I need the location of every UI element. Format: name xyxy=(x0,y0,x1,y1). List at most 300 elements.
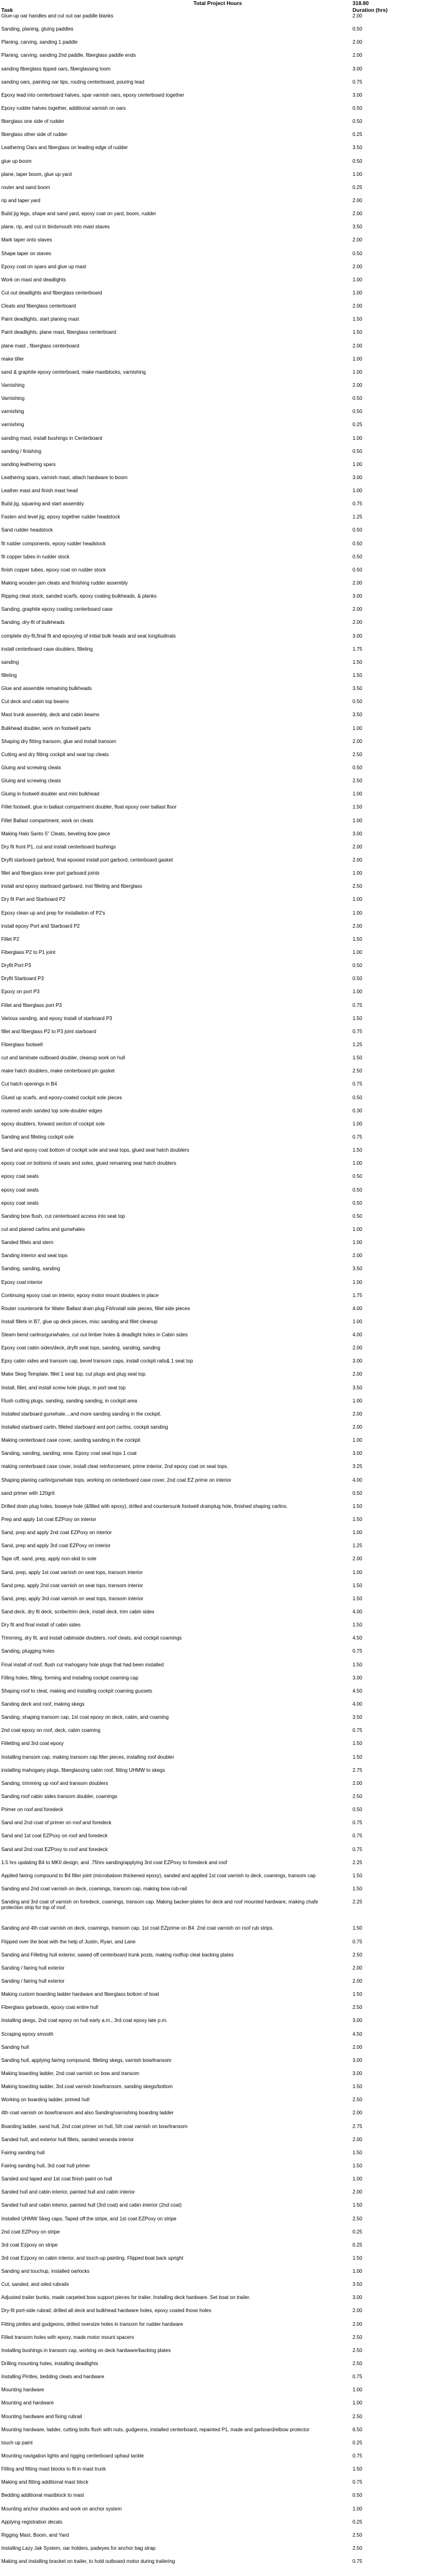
table-row xyxy=(0,1636,438,1649)
table-row xyxy=(0,1834,438,1847)
task-cell: Mounting hardware, ladder, cutting bolts flush with nuts, gudgeons, installed centerboard, repainted P1, made and garboard/elbow protector xyxy=(1,2427,310,2433)
duration-cell: 1.50 xyxy=(353,1596,363,1601)
table-row xyxy=(0,1253,438,1266)
table-row xyxy=(0,726,438,739)
duration-cell: 2.00 xyxy=(353,40,363,46)
task-cell: sand & graphite epoxy centerboard, make mastblocks, varnishing xyxy=(1,369,146,375)
task-cell: Varnishing xyxy=(1,396,25,402)
duration-cell: 0.75 xyxy=(353,1649,363,1655)
duration-cell: 1.00 xyxy=(353,1398,363,1404)
duration-cell: 1.75 xyxy=(353,646,363,652)
task-cell: Cut deck and cabin top beams xyxy=(1,699,69,705)
table-row xyxy=(0,2058,438,2071)
table-row xyxy=(0,2111,438,2124)
task-cell: Sanding interior and seat tops xyxy=(1,1253,68,1259)
task-cell: Fillet footwell, glue in ballast compartment doubler, float epoxy over ballast floor xyxy=(1,805,177,810)
task-cell: Installing skegs, 2nd coat epoxy on hull early a.m., 3rd coat epoxy late p.m. xyxy=(1,2018,168,2024)
duration-cell: 2.50 xyxy=(353,2097,363,2103)
table-row xyxy=(0,1794,438,1807)
table-row xyxy=(0,304,438,317)
duration-cell: 1.50 xyxy=(353,936,363,942)
duration-cell: 0.50 xyxy=(353,554,363,560)
task-cell: Steam bend carlins/gunwhales, cut out limber holes & deadlight holes in Cabin sides xyxy=(1,1333,188,1338)
table-row xyxy=(0,436,438,449)
task-cell: Sand and 1st coat EZPoxy on roof and foredeck xyxy=(1,1834,108,1839)
table-row xyxy=(0,1425,438,1438)
table-row xyxy=(0,568,438,581)
task-cell: Making wooden jam cleats and finishing rudder assembly xyxy=(1,581,128,586)
table-row xyxy=(0,897,438,910)
duration-cell: 1.50 xyxy=(353,1504,363,1509)
task-cell: Sanding and 4th coat varnish on deck, coamings, transom cap. 1st coat EZprime on B4. 2nd coat varnish on roof rub strips. xyxy=(1,1926,274,1932)
duration-cell: 2.00 xyxy=(353,2111,363,2116)
table-row xyxy=(0,238,438,251)
duration-cell: 1.50 xyxy=(353,1741,363,1747)
task-cell: Sanding bow flush, cut centerboard access into seat top xyxy=(1,1213,125,1219)
task-cell: Build jig, squaring and start assembly xyxy=(1,502,84,507)
task-cell: Scraping epoxy smooth xyxy=(1,2031,54,2037)
task-cell: Fillet and fiberglass port P3 xyxy=(1,1003,62,1008)
table-row xyxy=(0,542,438,555)
duration-cell: 2.75 xyxy=(353,2124,363,2129)
task-cell: Epxy cabin sides and transom cap, bevel transom caps, install cockpit rails& 1 seat top xyxy=(1,1359,193,1364)
task-cell: Boarding ladder, sand hull, 2nd coat primer on hull, 5th coat varnish on bow/transom xyxy=(1,2124,188,2129)
task-cell: 2nd coat epoxy on roof, deck, cabin coaming xyxy=(1,1728,100,1734)
task-cell: Final install of roof, flush cut mahogany hole plugs that had been installed xyxy=(1,1662,164,1668)
duration-cell: 2.00 xyxy=(353,2308,363,2314)
duration-cell: 1.00 xyxy=(353,897,363,903)
task-cell: sanding xyxy=(1,659,19,665)
duration-cell: 4.00 xyxy=(353,1702,363,1707)
table-row xyxy=(0,1610,438,1623)
table-row xyxy=(0,1820,438,1834)
task-cell: 4th coat varnish on bow/transom and also Sanding/varnishing boarding ladder xyxy=(1,2111,174,2116)
table-row xyxy=(0,1807,438,1820)
table-row xyxy=(0,950,438,963)
table-row xyxy=(0,330,438,343)
task-cell: cut and planed carlins and gunwhales xyxy=(1,1227,85,1232)
table-row xyxy=(0,1016,438,1029)
table-row xyxy=(0,673,438,686)
duration-cell: 1.50 xyxy=(353,2467,363,2472)
duration-cell: 0.75 xyxy=(353,1939,363,1945)
table-row xyxy=(0,1043,438,1056)
duration-cell: 0.50 xyxy=(353,766,363,771)
table-row xyxy=(0,634,438,647)
table-row xyxy=(0,2480,438,2493)
task-cell: Sanding roof cabin sides transom doubler, coamings xyxy=(1,1794,117,1799)
duration-cell: 1.00 xyxy=(353,1240,363,1246)
task-cell: Installing Lazy Jak System, oar holders, padeyes for anchor bag strap xyxy=(1,2546,156,2552)
duration-cell: 0.25 xyxy=(353,2229,363,2235)
task-cell: varnishing xyxy=(1,422,24,428)
duration-cell: 1.00 xyxy=(353,290,363,296)
task-cell: epoxy coat seats xyxy=(1,1200,39,1206)
duration-cell: 0.50 xyxy=(353,27,363,32)
table-row xyxy=(0,1346,438,1359)
table-row xyxy=(0,40,438,53)
table-row xyxy=(0,2374,438,2388)
duration-cell: 0.25 xyxy=(353,2519,363,2525)
duration-cell: 0.50 xyxy=(353,963,363,969)
task-cell: Dryfit Starboard P3 xyxy=(1,976,44,982)
table-row xyxy=(0,67,438,80)
duration-cell: 1.25 xyxy=(353,1543,363,1549)
duration-cell: 3.50 xyxy=(353,686,363,692)
table-row xyxy=(0,159,438,172)
table-row xyxy=(0,1174,438,1187)
task-cell: Shaping roof to cleat, making and installing cockpit coaming gussets xyxy=(1,1688,152,1694)
duration-cell: 1.50 xyxy=(353,1926,363,1932)
task-cell: Fillet P2 xyxy=(1,936,19,942)
duration-cell: 2.50 xyxy=(353,1794,363,1799)
task-cell: plane mast , fiberglass centerboard xyxy=(1,343,79,349)
duration-cell: 2.00 xyxy=(353,1978,363,1984)
duration-cell: 3.00 xyxy=(353,633,363,639)
table-row xyxy=(0,1940,438,1953)
duration-cell: 0.75 xyxy=(353,1082,363,1087)
task-cell: Fairing sanding hull, 3rd coat hull primer xyxy=(1,2163,90,2169)
task-cell: Making custom boarding ladder hardware and fiberglass bottom of boat xyxy=(1,1992,159,1998)
duration-cell: 1.50 xyxy=(353,1662,363,1668)
task-cell: epoxy coat seats xyxy=(1,1174,39,1180)
task-cell: Dry fit Part and Starboard P2 xyxy=(1,897,66,903)
duration-cell: 2.50 xyxy=(353,2361,363,2367)
duration-cell: 1.50 xyxy=(353,1754,363,1760)
task-cell: Sanded hull and cabin interior, painted hull (3rd coat) and cabin interior (2nd coat) xyxy=(1,2203,182,2209)
duration-cell: 1.50 xyxy=(353,1992,363,1998)
task-cell: Dry-fit port-side rubrail, drilled all deck and bulkhead hardware holes, epoxy coated those holes xyxy=(1,2308,212,2314)
task-cell: Continuing epoxy coat on interior, epoxy motor mount doublers in place xyxy=(1,1293,159,1298)
task-cell: Sanded hull, and exterior hull fillets, sanded veranda interior xyxy=(1,2137,134,2142)
task-cell: Install, fillet, and install screw hole plugs, in port seat top xyxy=(1,1385,126,1391)
task-cell: Mounting hardware xyxy=(1,2388,44,2393)
table-row xyxy=(0,2414,438,2428)
table-row xyxy=(0,1069,438,1082)
table-row xyxy=(0,80,438,93)
task-cell: Dryfit Port P3 xyxy=(1,963,31,969)
task-cell: Epoxy coat cabin sides/deck, dryfit seat tops, sanding, sanding, sanding xyxy=(1,1346,160,1351)
duration-cell: 0.25 xyxy=(353,2242,363,2248)
task-cell: Applying registration decals xyxy=(1,2519,62,2525)
task-cell: Bulkhead doubler, work on footwell parts xyxy=(1,726,91,731)
table-row xyxy=(0,1438,438,1451)
task-cell: Fiberglass P2 to P1 joint xyxy=(1,950,56,955)
duration-cell: 0.75 xyxy=(353,1003,363,1008)
task-cell: Build jig legs, shape and sand yard, epoxy coat on yard, boom, rudder xyxy=(1,211,157,217)
duration-cell: 3.50 xyxy=(353,145,363,151)
duration-cell: 1.00 xyxy=(353,435,363,441)
duration-cell: 0.50 xyxy=(353,158,363,164)
duration-cell: 2.00 xyxy=(353,264,363,270)
table-row xyxy=(0,2467,438,2480)
duration-cell: 1.50 xyxy=(353,1623,363,1628)
table-row xyxy=(0,357,438,370)
table-row xyxy=(0,396,438,409)
table-row xyxy=(0,686,438,699)
duration-cell: 1.50 xyxy=(353,2203,363,2209)
table-row xyxy=(0,1412,438,1425)
table-row xyxy=(0,1056,438,1069)
duration-cell: 1.00 xyxy=(353,1227,363,1232)
duration-cell: 2.00 xyxy=(353,238,363,243)
duration-cell: 4.50 xyxy=(353,1688,363,1694)
duration-cell: 1.50 xyxy=(353,1148,363,1154)
duration-cell: 1.00 xyxy=(353,1570,363,1575)
table-row xyxy=(0,265,438,278)
task-cell: Drilled drain plug holes, boweye hole (&filled with epoxy), drilled and countersunk footwell drainplug hole, finished shaping carlins. xyxy=(1,1504,288,1509)
table-row xyxy=(0,2005,438,2018)
table-row xyxy=(0,2190,438,2203)
task-cell: plane, rip, and cut in birdsmouth into mast staves xyxy=(1,225,110,230)
task-cell: Sanding, dry-fit of bulkheads xyxy=(1,620,65,626)
task-cell: Sanding and Filleting hull exterior, sawed off centerboard trunk posts, making rooftop cleat backing plates xyxy=(1,1952,234,1958)
task-cell: Installed starboard carlin, filleted starboard and port carlins, cockpit sanding xyxy=(1,1425,168,1431)
task-cell: Sanding, sanding, sanding, wow. Epoxy coat seat tops 1 coat xyxy=(1,1451,137,1457)
task-cell: make tiller xyxy=(1,356,24,362)
table-row xyxy=(0,2295,438,2308)
duration-cell: 2.00 xyxy=(353,1781,363,1786)
table-row xyxy=(0,2559,438,2572)
table-row xyxy=(0,2084,438,2097)
duration-cell: 0.50 xyxy=(353,541,363,547)
table-row xyxy=(0,2361,438,2374)
table-row xyxy=(0,1029,438,1043)
task-cell: Shaping planing carlin/gunwhale tops, working on centerboard case cover, 2nd coat EZ prime on interior xyxy=(1,1477,231,1483)
table-row xyxy=(0,739,438,752)
table-row xyxy=(0,2322,438,2335)
table-row xyxy=(0,884,438,897)
duration-cell: 2.50 xyxy=(353,2005,363,2011)
task-cell: Paint deadlights, start planing mast xyxy=(1,317,79,323)
table-row xyxy=(0,871,438,884)
duration-cell: 3.00 xyxy=(353,2018,363,2024)
table-row xyxy=(0,1517,438,1530)
task-cell: fiberglass one side of rudder xyxy=(1,119,64,125)
duration-cell: 2.50 xyxy=(353,2532,363,2538)
table-row xyxy=(0,2428,438,2441)
duration-cell: 2.50 xyxy=(353,2348,363,2353)
duration-cell: 1.00 xyxy=(353,1530,363,1536)
table-row xyxy=(0,1148,438,1161)
duration-cell: 2.50 xyxy=(353,2414,363,2419)
table-row xyxy=(0,1663,438,1676)
duration-cell: 0.25 xyxy=(353,185,363,190)
task-cell: Epoxy clean up and prep for installation of P2's xyxy=(1,910,105,916)
duration-cell: 1.50 xyxy=(353,673,363,679)
table-row xyxy=(0,462,438,475)
table-row xyxy=(0,2045,438,2058)
task-cell: Planing, carving, sanding 1 paddle xyxy=(1,40,78,46)
duration-cell: 2.50 xyxy=(353,1069,363,1074)
table-row xyxy=(0,1464,438,1477)
task-cell: epoxy coat seats xyxy=(1,1187,39,1193)
table-row xyxy=(0,779,438,792)
duration-cell: 3.50 xyxy=(353,712,363,718)
duration-cell: 0.50 xyxy=(353,528,363,533)
duration-cell: 0.75 xyxy=(353,2480,363,2486)
table-row xyxy=(0,2507,438,2520)
duration-cell: 4.50 xyxy=(353,2031,363,2037)
table-row xyxy=(0,53,438,66)
table-row xyxy=(0,2018,438,2031)
duration-cell: 0.50 xyxy=(353,449,363,454)
table-row xyxy=(0,1240,438,1253)
task-cell: Fiberglass garboards, epoxy coat entire hull xyxy=(1,2005,99,2011)
table-row xyxy=(0,2124,438,2137)
task-cell: Cut out deadlights and fiberglass centerboard xyxy=(1,290,102,296)
table-row xyxy=(0,291,438,304)
table-row xyxy=(0,225,438,238)
task-cell: Glue-up oar handles and cut out oar paddle blanks xyxy=(1,14,114,19)
duration-cell: 2.00 xyxy=(353,2044,363,2050)
task-cell: Sand and 2nd coat of primer on roof and foredeck xyxy=(1,1820,112,1826)
duration-cell: 0.50 xyxy=(353,396,363,402)
task-cell: Epoxy rudder halves together, additional varnish on oars xyxy=(1,105,126,111)
table-row xyxy=(0,1979,438,1992)
table-row xyxy=(0,712,438,726)
table-row xyxy=(0,963,438,976)
task-cell: Filled transom holes with epoxy, made motor mount spacers xyxy=(1,2335,134,2340)
table-row xyxy=(0,2269,438,2282)
task-cell: Sanded hull and cabin interior, painted hull and cabin interior xyxy=(1,2190,135,2195)
duration-cell: 0.50 xyxy=(353,567,363,573)
task-cell: fillet and fiberglass P2 to P3 joint starboard xyxy=(1,1029,97,1034)
table-row xyxy=(0,819,438,832)
task-cell: Fairing sanding hull xyxy=(1,2150,45,2156)
title-row xyxy=(0,0,438,7)
task-cell: sand primer with 120grit xyxy=(1,1490,55,1496)
task-cell: Fitting pintles and gudgeons, drilled oversize holes in transom for rudder hardware xyxy=(1,2321,183,2327)
duration-cell: 3.00 xyxy=(353,831,363,837)
duration-cell: 1.00 xyxy=(353,1161,363,1167)
table-row xyxy=(0,2335,438,2348)
duration-cell: 0.25 xyxy=(353,422,363,428)
duration-cell: 1.50 xyxy=(353,2084,363,2090)
duration-cell: 2.00 xyxy=(353,923,363,929)
table-row xyxy=(0,488,438,502)
table-row xyxy=(0,1266,438,1280)
task-cell: Sanding, trimming up roof and transom doublers xyxy=(1,1781,109,1786)
task-cell: Shape taper on staves xyxy=(1,251,52,256)
table-row xyxy=(0,924,438,937)
task-cell: Sand deck, dry fit deck, scribe/trim deck, install deck, trim cabin sides xyxy=(1,1610,155,1615)
task-cell: Making boarding ladder, 2nd coat varnish on bow and transom xyxy=(1,2071,140,2076)
table-row xyxy=(0,1399,438,1412)
table-row xyxy=(0,27,438,40)
duration-cell: 1.00 xyxy=(353,792,363,797)
task-cell: Cleats and fiberglass centerboard xyxy=(1,304,76,309)
duration-cell: 0.75 xyxy=(353,502,363,507)
duration-cell: 1.50 xyxy=(353,1056,363,1061)
duration-cell: 2.00 xyxy=(353,1425,363,1431)
task-cell: Make Skeg Template, fillet 1 seat top, cut plugs and plug seat top. xyxy=(1,1372,147,1378)
table-row xyxy=(0,1543,438,1557)
table-row xyxy=(0,976,438,989)
task-cell: Sand rudder headstock xyxy=(1,528,53,533)
duration-cell: 1.50 xyxy=(353,1886,363,1892)
task-cell: make hatch doublers, make centerboard pin gasket xyxy=(1,1069,115,1074)
duration-cell: 1.25 xyxy=(353,1042,363,1047)
task-cell: cut and laminate outboard doubler, cleanup work on hull xyxy=(1,1056,125,1061)
task-cell: Making centerboard case cover, sanding sanding in the cockpit xyxy=(1,1438,140,1444)
duration-cell: 0.50 xyxy=(353,699,363,705)
duration-cell: 2.00 xyxy=(353,1372,363,1378)
table-row xyxy=(0,344,438,357)
task-cell: Leathering Oars and fiberglass on leading edge of rudder xyxy=(1,145,128,151)
table-row xyxy=(0,370,438,383)
total-hours-value: 318.80 xyxy=(353,0,369,6)
duration-cell: 2.00 xyxy=(353,581,363,586)
table-row xyxy=(0,93,438,106)
table-row xyxy=(0,1689,438,1702)
table-row xyxy=(0,172,438,185)
duration-cell: 0.75 xyxy=(353,1728,363,1734)
task-cell: Filling holes, filling, forming and installing cockpit coaming cap xyxy=(1,1675,139,1681)
table-row xyxy=(0,766,438,779)
table-row xyxy=(0,1755,438,1768)
table-row xyxy=(0,1109,438,1122)
table-row xyxy=(0,1386,438,1399)
table-row xyxy=(0,2217,438,2230)
duration-cell: 1.00 xyxy=(353,2177,363,2182)
task-cell: Working on boarding ladder, primed hull xyxy=(1,2097,90,2103)
duration-cell: 2.00 xyxy=(353,2190,363,2195)
task-cell: Sanding, shaping transom cap, 1st coat epoxy on deck, cabin, and coaming xyxy=(1,1715,169,1721)
table-row xyxy=(0,911,438,924)
table-row xyxy=(0,409,438,422)
task-cell: Sanding and 2nd coat varnish on deck, coamings, transom cap, making bow rub-rail xyxy=(1,1886,187,1892)
task-cell: Shaping dry fitting transom, glue and install transom xyxy=(1,739,117,744)
task-cell: Mast trunk assembly, deck and cabin beams xyxy=(1,712,100,718)
task-cell: Various sanding, and epoxy install of starboard P3 xyxy=(1,1016,112,1021)
task-cell: Epoxy coat interior xyxy=(1,1280,43,1285)
table-row xyxy=(0,1966,438,1979)
duration-cell: 1.00 xyxy=(353,989,363,995)
task-cell: 3rd coat Ezpoxy on cabin interior, and touch-up painting. Flipped boat back upright xyxy=(1,2255,183,2261)
duration-cell: 1.00 xyxy=(353,818,363,824)
task-cell: Prep and apply 1st coat EZPoxy on interior xyxy=(1,1517,97,1523)
task-cell: Leathering spars, varnish mast, attach hardware to boom xyxy=(1,475,128,480)
task-cell: Sand and 2nd coat EZPoxy to roof and foredeck xyxy=(1,1847,108,1852)
table-row xyxy=(0,2441,438,2454)
table-row xyxy=(0,1096,438,1109)
duration-cell: 6.50 xyxy=(353,2427,363,2433)
table-row xyxy=(0,502,438,515)
duration-cell: 2.00 xyxy=(353,739,363,744)
duration-cell: 3.50 xyxy=(353,1266,363,1272)
duration-cell: 0.75 xyxy=(353,1847,363,1852)
task-cell: Sanding and touchup, installed oarlocks xyxy=(1,2269,90,2275)
task-cell: Ripping cleat stock, sanded scarfs, epoxy coating bulkheads, & planks xyxy=(1,594,157,600)
duration-cell: 2.00 xyxy=(353,858,363,863)
table-row xyxy=(0,132,438,145)
duration-cell: 4.50 xyxy=(353,1636,363,1641)
task-cell: Gluing and screwing cleats xyxy=(1,766,61,771)
duration-cell: 2.00 xyxy=(353,607,363,613)
duration-cell: 0.50 xyxy=(353,1187,363,1193)
task-cell: Planing, carving, sanding 2nd paddle, fiberglass paddle ends xyxy=(1,53,136,59)
duration-cell: 0.50 xyxy=(353,1095,363,1101)
task-cell: epoxy doublers, forward section of cockpit sole xyxy=(1,1121,105,1127)
task-cell: Sanding / fairing hull exterior xyxy=(1,1965,65,1971)
table-row xyxy=(0,1768,438,1781)
duration-cell: 4.00 xyxy=(353,1306,363,1311)
task-cell: Trimming, dry fit, and install cabinside doublers, roof cleats, and cockpit coamings xyxy=(1,1636,182,1641)
table-row xyxy=(0,106,438,119)
task-cell: epoxy coat on bottoms of seats and soles, glued remaining seat hatch doublers xyxy=(1,1161,177,1167)
task-cell: sanding mast, install bushings in Centerboard xyxy=(1,435,102,441)
